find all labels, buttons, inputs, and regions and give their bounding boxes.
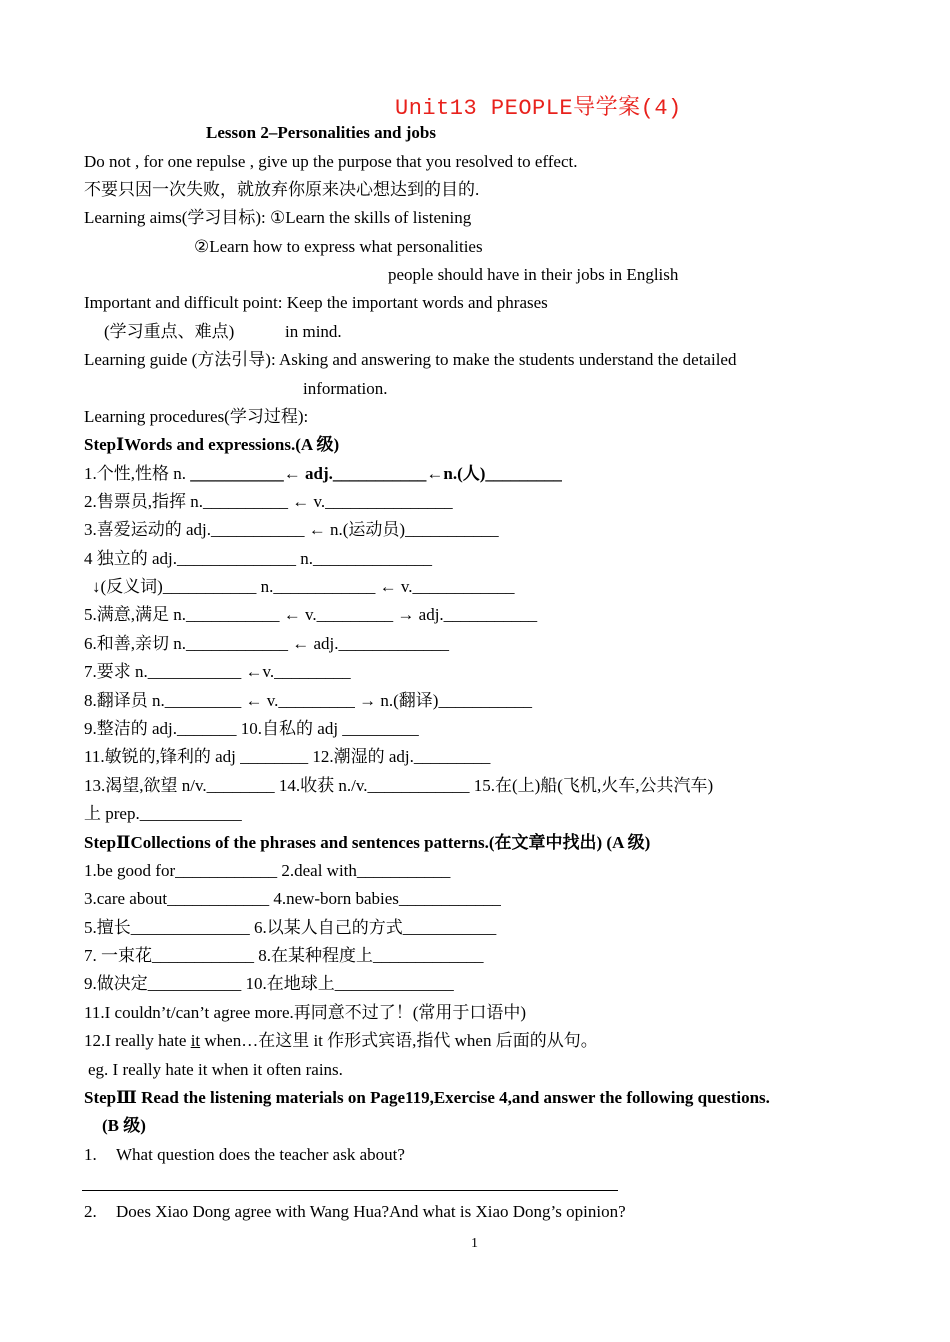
blank: ___________ (332, 464, 427, 483)
step2-line-12 (84, 1030, 598, 1052)
step1-line-2: 2.售票员,指挥 n.__________ ← v._______________ (84, 492, 453, 511)
learning-guide-2: information. (303, 379, 388, 398)
step1-line-13b: 上 prep.____________ (84, 804, 242, 823)
question-1-number: 1. (84, 1145, 97, 1164)
step1-line-8: 8.翻译员 n._________ ← v._________ → n.(翻译)___________ (84, 691, 532, 710)
answer-line (82, 1190, 618, 1191)
quote-english: Do not , for one repulse , give up the purpose that you resolved to effect. (84, 152, 578, 171)
learning-aims: Learning aims(学习目标): ①Learn the skills of listening (84, 208, 472, 227)
step1-line-7: 7.要求 n.___________ ←v._________ (84, 662, 351, 681)
step1-line-1-e: ←n.(人) (426, 464, 486, 483)
step1-line-5: 5.满意,满足 n.___________ ← v._________ → adj.___________ (84, 605, 538, 624)
page-number: 1 (471, 1236, 478, 1251)
step3-heading: StepⅢ Read the listening materials on Page119,Exercise 4,and answer the following questions. (84, 1088, 770, 1107)
step1-line-4b: ↓(反义词)___________ n.____________ ← v.____________ (92, 577, 515, 596)
step1-heading: StepⅠWords and expressions.(A 级) (84, 435, 340, 454)
step1-line-4: 4 独立的 adj.______________ n.______________ (84, 549, 433, 568)
step1-line-1 (84, 463, 562, 485)
step2-heading: StepⅡCollections of the phrases and sentences patterns.(在文章中找出) (A 级) (84, 833, 651, 852)
important-point-tail: in mind. (285, 322, 342, 341)
step1-line-6: 6.和善,亲切 n.____________ ← adj._____________ (84, 634, 450, 653)
step2-line-12-a: 12.I really hate (84, 1031, 191, 1050)
step1-line-13: 13.渴望,欲望 n/v.________ 14.收获 n./v.____________ 15.在(上)船(飞机,火车,公共汽车) (84, 776, 714, 795)
important-point: Important and difficult point: Keep the important words and phrases (84, 293, 548, 312)
lesson-title: Lesson 2–Personalities and jobs (206, 123, 436, 142)
quote-chinese: 不要只因一次失败，就放弃你原来决心想达到的目的. (84, 180, 480, 199)
step2-example: eg. I really hate it when it often rains. (88, 1060, 343, 1079)
step2-line-11: 11.I couldn’t/can’t agree more.再同意不过了！(常用于口语中) (84, 1003, 527, 1022)
learning-procedures: Learning procedures(学习过程): (84, 407, 309, 426)
learning-guide: Learning guide (方法引导): Asking and answering to make the students understand the detailed (84, 350, 737, 369)
question-1: What question does the teacher ask about? (116, 1145, 405, 1164)
step2-line-12-b: when…在这里 it 作形式宾语,指代 when 后面的从句。 (200, 1031, 598, 1050)
step2-line-12-it: it (190, 1031, 201, 1050)
step1-line-1-c: ← adj. (283, 464, 333, 483)
blank: ___________ (190, 464, 284, 483)
important-point-cn: (学习重点、难点) (104, 322, 235, 341)
learning-aims-2: ②Learn how to express what personalities (194, 237, 483, 256)
question-2-number: 2. (84, 1202, 97, 1221)
step1-line-11: 11.敏锐的,锋利的 adj ________ 12.潮湿的 adj._________ (84, 747, 491, 766)
step2-line-9: 9.做决定___________ 10.在地球上______________ (84, 974, 454, 993)
step2-line-3: 3.care about____________ 4.new-born babies____________ (84, 889, 501, 908)
page-title: Unit13 PEOPLE导学案(4) (395, 96, 682, 121)
step2-line-5: 5.擅长______________ 6.以某人自己的方式___________ (84, 918, 497, 937)
learning-aims-3: people should have in their jobs in English (388, 265, 679, 284)
step1-line-3: 3.喜爱运动的 adj.___________ ← n.(运动员)___________ (84, 520, 499, 539)
question-2: Does Xiao Dong agree with Wang Hua?And what is Xiao Dong’s opinion? (116, 1202, 626, 1221)
step1-line-1-a: 1.个性,性格 n. (84, 464, 191, 483)
step1-line-9: 9.整洁的 adj._______ 10.自私的 adj _________ (84, 719, 419, 738)
blank: _________ (485, 464, 562, 483)
step2-line-1: 1.be good for____________ 2.deal with___________ (84, 861, 451, 880)
step2-line-7: 7. 一束花____________ 8.在某种程度上_____________ (84, 946, 484, 965)
step3-level: (B 级) (102, 1116, 146, 1135)
